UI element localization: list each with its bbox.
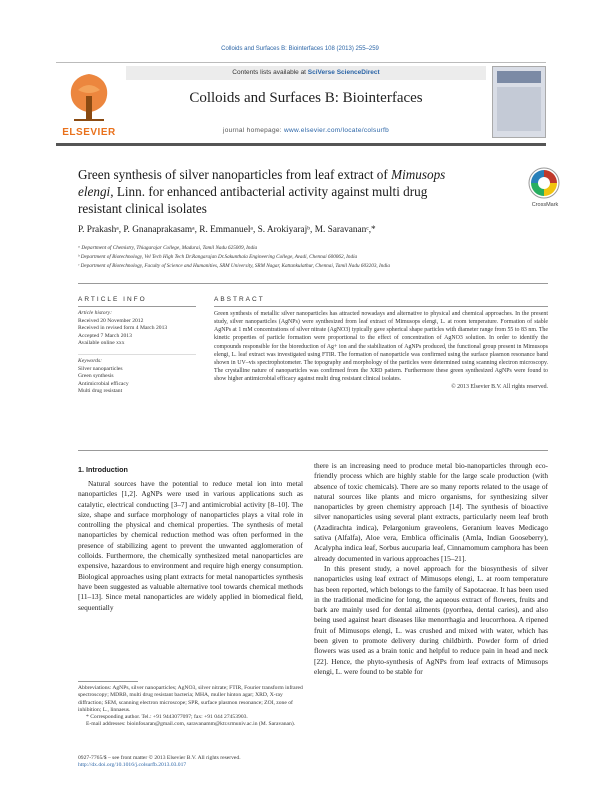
article-info-heading: ARTICLE INFO (78, 296, 147, 303)
author-list: P. Prakashᵃ, P. Gnanaprakasamᵃ, R. Emmanuelᵃ, S. Arokiyarajᵇ, M. Saravananᶜ,* (78, 225, 376, 235)
intro-paragraph: there is an increasing need to produce metal bio-nanoparticles through eco-friendly process which are highly stable for the large scale production (with absence of toxic chemicals). There are so many reports related to the usage of natural sources like plants and micro organisms, for synthesizing silver nanoparticles by green chemistry approach [14]. The synthesis of bioactive silver nanoparticles using several plant extracts, particularly neem leaf broth (Azadirachta indica), Pelargonium graveolens, Geranium leaves Medicago sativa (Alfalfa), Aloe vera, Emblica officinalis (Amla, Indian Gooseberry), Acalypha indica leaf, Sorbus aucuparia leaf, Cinnamomum camphora has been already documented in various approaches [15–21]. (314, 461, 548, 563)
abstract-panel (214, 296, 548, 390)
title-part-italic: elengi (78, 184, 111, 199)
publication-info (78, 755, 303, 770)
keyword-item: Green synthesis (78, 373, 114, 380)
keyword-item: Silver nanoparticles (78, 365, 123, 372)
abstract-heading: ABSTRACT (214, 296, 265, 303)
contents-prefix: Contents lists available at (232, 69, 308, 76)
article-info-panel (78, 296, 196, 396)
homepage-label: journal homepage: (222, 127, 285, 134)
intro-paragraph: In this present study, a novel approach for the biosynthesis of silver nanoparticles using leaf extract of Mimusops elengi, L. at room temperature has been reported, which belongs to the family of Sapotaceae. It has been used in the traditional medicine for long, the aqueous extract of flowers, fruits and bark are mainly used for dental ailments (pyorrhea, dental caries), and also being used against heart diseases like menorrhagia and leucorrhoea. A ripened fruit of Mimusops elengi, L. was crushed and mixed with water, which has been given to promote delivery during childbirth. Powder form of dried flowers was used as a brain tonic and helpful to reduce pain in head and neck [22]. Hence, the phyto-synthesis of AgNPs from leaf extracts of Mimusops elengi, L. were found to be stable for (314, 563, 548, 676)
email-footnote[interactable]: E-mail addresses: bioinfosaran@gmail.com, saravanamm@ktr.srmuniv.ac.in (M. Saravanan). (86, 721, 296, 728)
sciencedirect-link[interactable]: SciVerse ScienceDirect (307, 69, 380, 76)
copyright-notice: © 2013 Elsevier B.V. All rights reserved. (451, 384, 548, 391)
crossmark-label[interactable]: CrossMark (531, 202, 559, 208)
section-divider (78, 450, 548, 451)
homepage-link[interactable]: www.elsevier.com/locate/colsurfb (284, 127, 390, 134)
title-part: , Linn. for enhanced antibacterial activity against multi drug (110, 184, 428, 199)
crossmark-icon[interactable] (527, 166, 561, 200)
history-item: Accepted 7 March 2013 (78, 332, 132, 339)
article-title (78, 166, 518, 217)
abbreviations-footnote: Abbreviations: AgNPs, silver nanoparticles; AgNO3, silver nitrate; FTIR, Fourier transform infrared spectroscopy; MDRB, multi drug resistant bacteria; MHA, muller hinton agar; XRD, X-ray diffraction; SEM, scanning electron microscope; SPR, surface plasmon resonance; ZOI, zone of inhibition; L., linnaeus. (78, 685, 303, 713)
history-item: Available online xxx (78, 340, 125, 347)
journal-reference[interactable] (0, 46, 600, 52)
section-divider (78, 283, 548, 284)
contents-line (126, 69, 486, 76)
introduction-heading: 1. Introduction (78, 465, 128, 474)
abstract-text: Green synthesis of metallic silver nanoparticles has attracted nowadays and alternative to physical and chemical approaches. In the present study, silver nanoparticles (AgNPs) were synthesized from leaf extract of Mimusops elengi, L. at room temperature. Formation of stable AgNPs at 1 mM concentrations of silver nitrate (AgNO3) typically gave spherical shape particles with diameter range from 55 to 83 nm. The kinetic properties of particle formation were proportional to the effect of concentration of AgNO3 solution. In order to identify the compounds responsible for the bioreduction of Ag+ ion and the stabilization of AgNPs produced, the functional group present in Mimusops elengi, L. leaf extract was investigated using FTIR. The formation of nanoparticle was confirmed using the surface plasmon resonance band shown in UV–vis spectrophotometer. The topography and morphology of the particles were determined using scanning electron microscopy. The crystalline nature of nanoparticles was confirmed from the XRD pattern. Furthermore these green synthesized AgNPs were found to show higher antimicrobial efficacy against multi drug resistant clinical isolates. (214, 311, 548, 383)
history-item: Received in revised form 4 March 2013 (78, 325, 168, 332)
issn-line: 0927-7765/$ – see front matter © 2013 Elsevier B.V. All rights reserved. (78, 755, 241, 761)
header-bottom-rule (56, 143, 546, 146)
affiliation-a: ᵃ Department of Chemistry, Thiagarajar College, Madurai, Tamil Nadu 625009, India (78, 245, 258, 251)
publisher-name: ELSEVIER (62, 127, 116, 138)
history-item: Received 20 November 2012 (78, 317, 144, 324)
keyword-item: Antimicrobial efficacy (78, 380, 129, 387)
keyword-item: Multi drug resistant (78, 388, 123, 395)
introduction-right-column (314, 461, 548, 677)
doi-link[interactable]: http://dx.doi.org/10.1016/j.colsurfb.2013.03.017 (78, 762, 187, 769)
journal-homepage (126, 127, 486, 134)
footnote-rule (78, 681, 138, 682)
history-label: Article history: (78, 310, 113, 316)
affiliation-c: ᶜ Department of Biotechnology, Faculty of Science and Humanities, SRM University, SRM Nagar, Kattankulathur, Chennai, Tamil Nadu 603203, India (78, 263, 390, 269)
corresponding-author-footnote: * Corresponding author. Tel.: +91 9443077097; fax: +91 044 27453903. (86, 714, 248, 721)
keywords-label: Keywords: (78, 357, 103, 364)
header-top-rule (56, 62, 546, 63)
title-part-italic: Mimusops (391, 167, 446, 182)
journal-reference-text[interactable]: Colloids and Surfaces B: Biointerfaces 108 (2013) 255–259 (221, 46, 379, 52)
title-part: Green synthesis of silver nanoparticles from leaf extract of (78, 167, 392, 182)
affiliation-b: ᵇ Department of Biotechnology, Vel Tech High Tech Dr.Rangarajan Dr.Sakunthala Engineering College, Avadi, Chennai 600062, India (78, 254, 358, 260)
intro-paragraph: Natural sources have the potential to reduce metal ion into metal nanoparticles [1,2]. AgNPs were used in various applications such as catalytic, electrical conducting [3–7] and antimicrobial activity [8–10]. The size, shape and surface morphology of nanoparticles plays a vital role in controlling the physical and chemical properties. The synthesis of metal nanoparticles by chemical reduction method was often performed in the presence of stabilizing agent to prevent the unwanted agglomeration of colloids. Furthermore, the chemically synthesized metal nanoparticles are expensive, hazardous to environment and require high energy consumption. Biological approaches using plant extracts for metal nanoparticles synthesis have been suggested as valuable alternative tool towards chemical methods [11–13]. Since metal nanoparticles are widely applied in biomedical field, sequentially (78, 479, 303, 612)
journal-title: Colloids and Surfaces B: Biointerfaces (189, 90, 423, 106)
elsevier-tree-logo-icon (56, 66, 122, 126)
title-part: resistant clinical isolates (78, 201, 207, 216)
footnotes (78, 685, 303, 729)
introduction-left-column (78, 479, 303, 613)
journal-cover-thumbnail (492, 66, 546, 138)
